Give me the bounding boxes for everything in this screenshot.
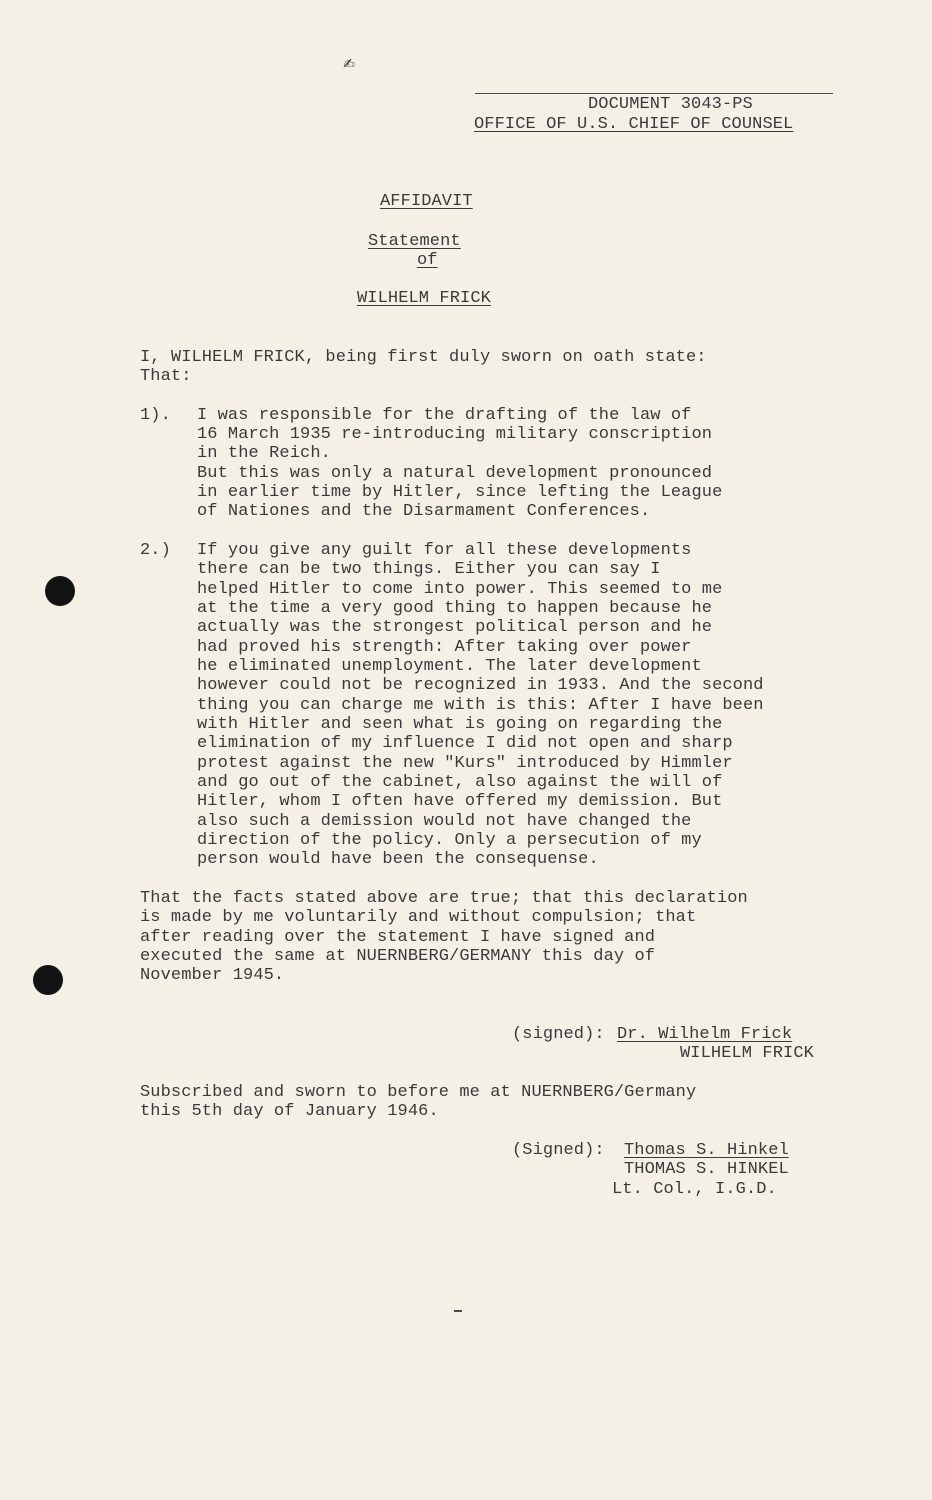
typed-name-frick: WILHELM FRICK (680, 1044, 814, 1063)
name-heading: WILHELM FRICK (357, 289, 491, 308)
item-2-line: person would have been the consequense. (197, 850, 599, 869)
item-2-line: protest against the new "Kurs" introduced by Himmler (197, 754, 733, 773)
item-1-line: 16 March 1935 re-introducing military conscription (197, 425, 713, 444)
declaration-line: executed the same at NUERNBERG/GERMANY this day of (140, 947, 656, 966)
signed-label-2: (Signed): (512, 1141, 605, 1160)
affidavit-title: AFFIDAVIT (380, 192, 473, 211)
item-2-line: actually was the strongest political person and he (197, 618, 713, 637)
statement-heading: Statement (368, 232, 461, 251)
item-2-number: 2.) (140, 541, 171, 560)
item-2-line: had proved his strength: After taking over power (197, 638, 692, 657)
declaration-line: November 1945. (140, 966, 285, 985)
item-2-line: there can be two things. Either you can say I (197, 560, 661, 579)
stray-dash (454, 1310, 462, 1312)
signature-hinkel: Thomas S. Hinkel (624, 1141, 789, 1160)
item-1-line: But this was only a natural development pronounced (197, 464, 713, 483)
intro-line-2: That: (140, 367, 192, 386)
item-1-line: I was responsible for the drafting of the law of (197, 406, 692, 425)
item-2-line: he eliminated unemployment. The later development (197, 657, 702, 676)
item-2-line: If you give any guilt for all these developments (197, 541, 692, 560)
declaration-line: That the facts stated above are true; that this declaration (140, 889, 748, 908)
subscribed-line-2: this 5th day of January 1946. (140, 1102, 439, 1121)
item-2-line: however could not be recognized in 1933. And the second (197, 676, 764, 695)
item-1-line: in the Reich. (197, 444, 331, 463)
declaration-line: is made by me voluntarily and without compulsion; that (140, 908, 697, 927)
item-2-line: at the time a very good thing to happen because he (197, 599, 713, 618)
signature-frick: Dr. Wilhelm Frick (617, 1025, 793, 1044)
item-2-line: and go out of the cabinet, also against the will of (197, 773, 723, 792)
punch-hole-icon (33, 965, 63, 995)
item-2-line: also such a demission would not have changed the (197, 812, 692, 831)
header-top-rule (475, 93, 833, 94)
item-2-line: elimination of my influence I did not open and sharp (197, 734, 733, 753)
item-1-line: in earlier time by Hitler, since lefting the League (197, 483, 723, 502)
item-2-line: Hitler, whom I often have offered my demission. But (197, 792, 723, 811)
item-2-line: thing you can charge me with is this: After I have been (197, 696, 764, 715)
signed-label-1: (signed): (512, 1025, 605, 1044)
office-line: OFFICE OF U.S. CHIEF OF COUNSEL (474, 115, 794, 134)
item-1-line: of Nationes and the Disarmament Conferences. (197, 502, 651, 521)
item-1-number: 1). (140, 406, 171, 425)
punch-hole-icon (45, 576, 75, 606)
item-2-line: with Hitler and seen what is going on regarding the (197, 715, 723, 734)
item-2-line: direction of the policy. Only a persecution of my (197, 831, 702, 850)
of-heading: of (417, 251, 438, 270)
rank-hinkel: Lt. Col., I.G.D. (612, 1180, 777, 1199)
item-2-line: helped Hitler to come into power. This seemed to me (197, 580, 723, 599)
declaration-line: after reading over the statement I have signed and (140, 928, 656, 947)
intro-line-1: I, WILHELM FRICK, being first duly sworn on oath state: (140, 348, 707, 367)
document-number: DOCUMENT 3043-PS (588, 95, 753, 114)
handwritten-mark-icon: ✍ (343, 53, 356, 76)
subscribed-line-1: Subscribed and sworn to before me at NUERNBERG/Germany (140, 1083, 697, 1102)
typed-name-hinkel: THOMAS S. HINKEL (624, 1160, 789, 1179)
